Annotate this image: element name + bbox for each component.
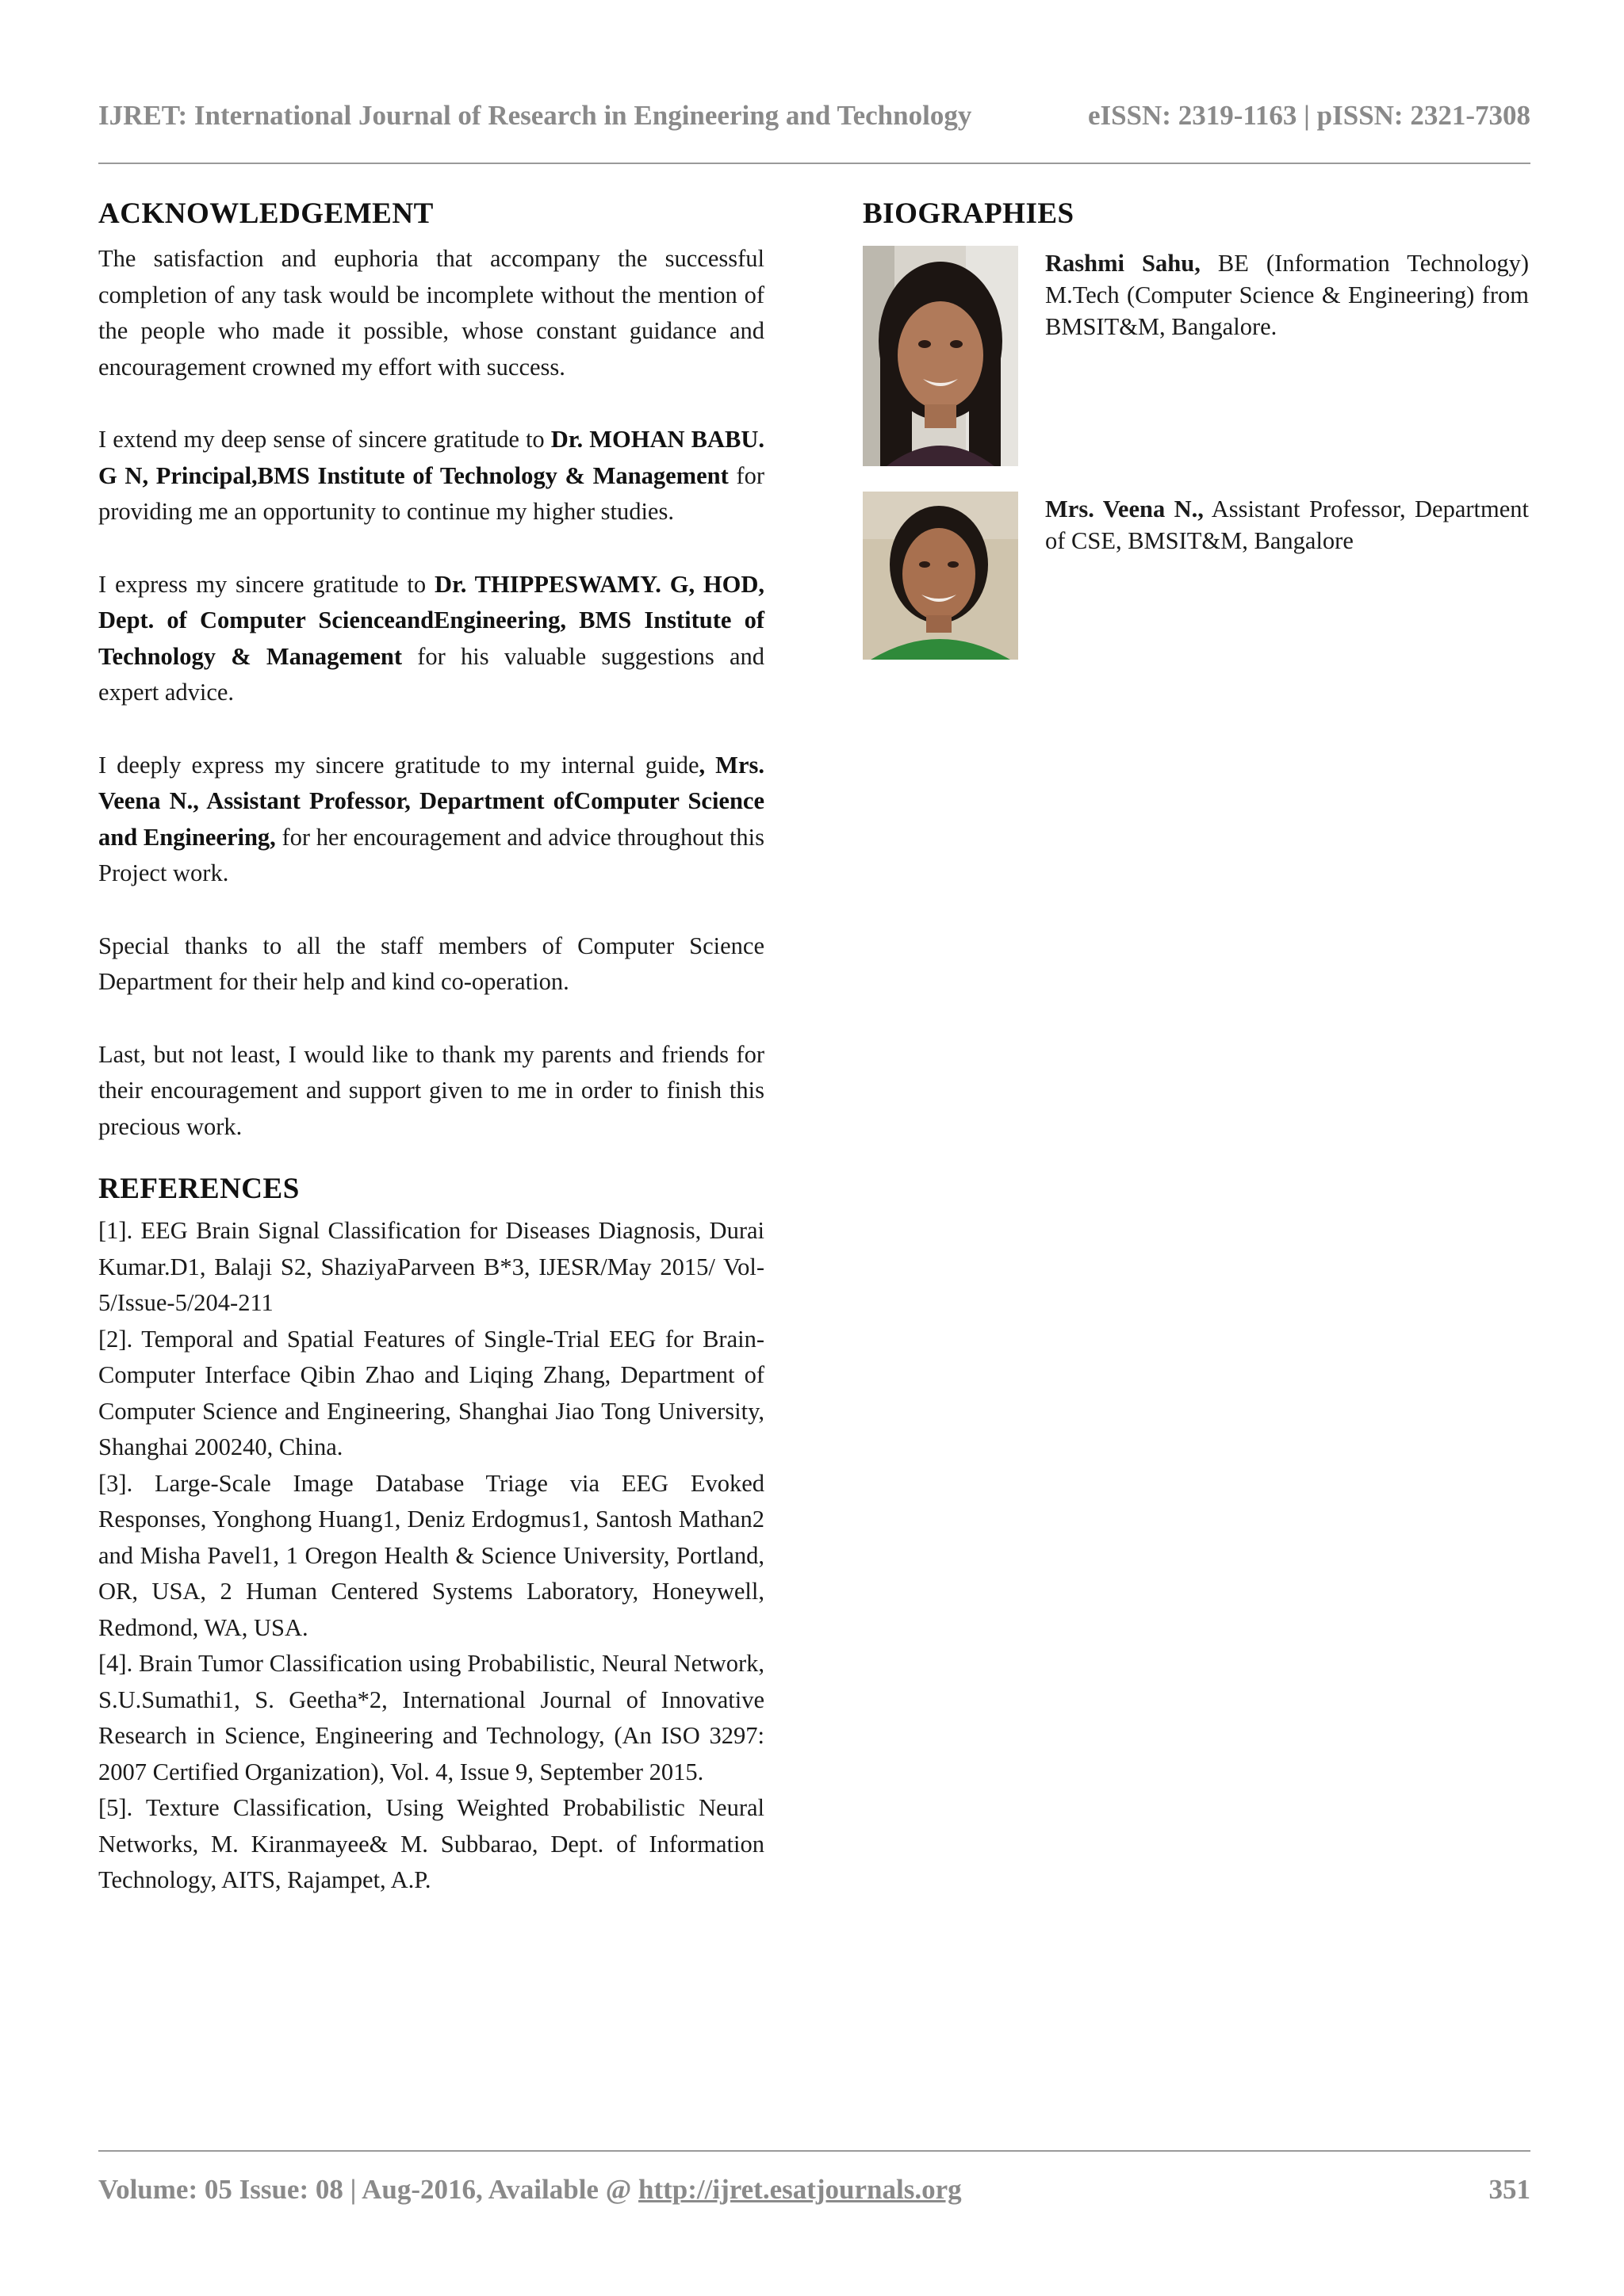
footer-volume: Volume: 05 Issue: 08 | Aug-2016, Available @ http://ijret.esatjournals.org [98, 2174, 962, 2205]
left-column [98, 195, 764, 1899]
page-number: 351 [1488, 2174, 1530, 2205]
reference-item: [5]. Texture Classification, Using Weighted Probabilistic Neural Networks, M. Kiranmayee& M. Subbarao, Dept. of Information Technology, AITS, Rajampet, A.P. [98, 1794, 764, 1893]
acknowledgement-heading: ACKNOWLEDGEMENT [98, 197, 434, 230]
references-section [98, 1170, 764, 1899]
reference-item: [2]. Temporal and Spatial Features of Single-Trial EEG for Brain-Computer Interface Qibin Zhao and Liqing Zhang, Department of Computer Science and Engineering, Shanghai Jiao Tong University, Shanghai 200240, China. [98, 1325, 764, 1460]
ack-paragraph-2: I extend my deep sense of sincere gratitude to Dr. MOHAN BABU. G N, Principal,BMS Institute of Technology & Management for providing me an opportunity to continue my higher studies. [98, 426, 765, 525]
author-photo-veena [863, 492, 1018, 660]
reference-item: [3]. Large-Scale Image Database Triage via EEG Evoked Responses, Yonghong Huang1, Deniz Erdogmus1, Santosh Mathan2 and Misha Pavel1, 1 Oregon Health & Science University, Portland, OR, USA, 2 Human Centered Systems Laboratory, Honeywell, Redmond, WA, USA. [98, 1469, 764, 1641]
references-heading: REFERENCES [98, 1173, 300, 1205]
ack-paragraph-3: I express my sincere gratitude to Dr. THIPPESWAMY. G, HOD, Dept. of Computer ScienceandEngineering, BMS Institute of Technology & Management for his valuable suggestions and expert advice. [98, 570, 765, 706]
page-footer [98, 2171, 1530, 2209]
author-photo-rashmi [863, 246, 1018, 466]
page-header [98, 97, 1530, 135]
issn-info: eISSN: 2319-1163 | pISSN: 2321-7308 [1087, 100, 1530, 131]
biography-veena [863, 492, 1529, 660]
ack-paragraph-6: Last, but not least, I would like to thank my parents and friends for their encouragement and support given to me in order to finish this precious work. [98, 1040, 764, 1140]
journal-title: IJRET: International Journal of Research in Engineering and Technology [98, 100, 972, 131]
biography-text-veena: Mrs. Veena N., Assistant Professor, Department of CSE, BMSIT&M, Bangalore [1045, 496, 1529, 554]
reference-item: [4]. Brain Tumor Classification using Probabilistic, Neural Network, S.U.Sumathi1, S. Geetha*2, International Journal of Innovative Research in Science, Engineering and Technology, (An ISO 3297: 2007 Certified Organization), Vol. 4, Issue 9, September 2015. [98, 1650, 764, 1785]
right-column [863, 195, 1529, 685]
ack-paragraph-5: Special thanks to all the staff members of Computer Science Department for their help and kind co-operation. [98, 932, 764, 995]
biography-rashmi [863, 246, 1529, 466]
footer-rule [98, 2150, 1530, 2152]
biography-text-rashmi: Rashmi Sahu, BE (Information Technology) M.Tech (Computer Science & Engineering) from BMSIT&M, Bangalore. [1045, 250, 1529, 340]
reference-item: [1]. EEG Brain Signal Classification for Diseases Diagnosis, Durai Kumar.D1, Balaji S2, ShaziyaParveen B*3, IJESR/May 2015/ Vol-5/Issue-5/204-211 [98, 1217, 764, 1316]
biographies-heading: BIOGRAPHIES [863, 197, 1074, 230]
journal-link[interactable]: http://ijret.esatjournals.org [638, 2174, 962, 2205]
header-rule [98, 163, 1530, 164]
ack-paragraph-4: I deeply express my sincere gratitude to my internal guide, Mrs. Veena N., Assistant Professor, Department ofComputer Science and Engineering, for her encouragement and advice throughout this Project work. [98, 751, 765, 886]
acknowledgement-section [98, 195, 764, 1145]
ack-paragraph-1: The satisfaction and euphoria that accompany the successful completion of any task would be incomplete without the mention of the people who made it possible, whose constant guidance and encouragement crowned my effort with success. [98, 245, 764, 381]
